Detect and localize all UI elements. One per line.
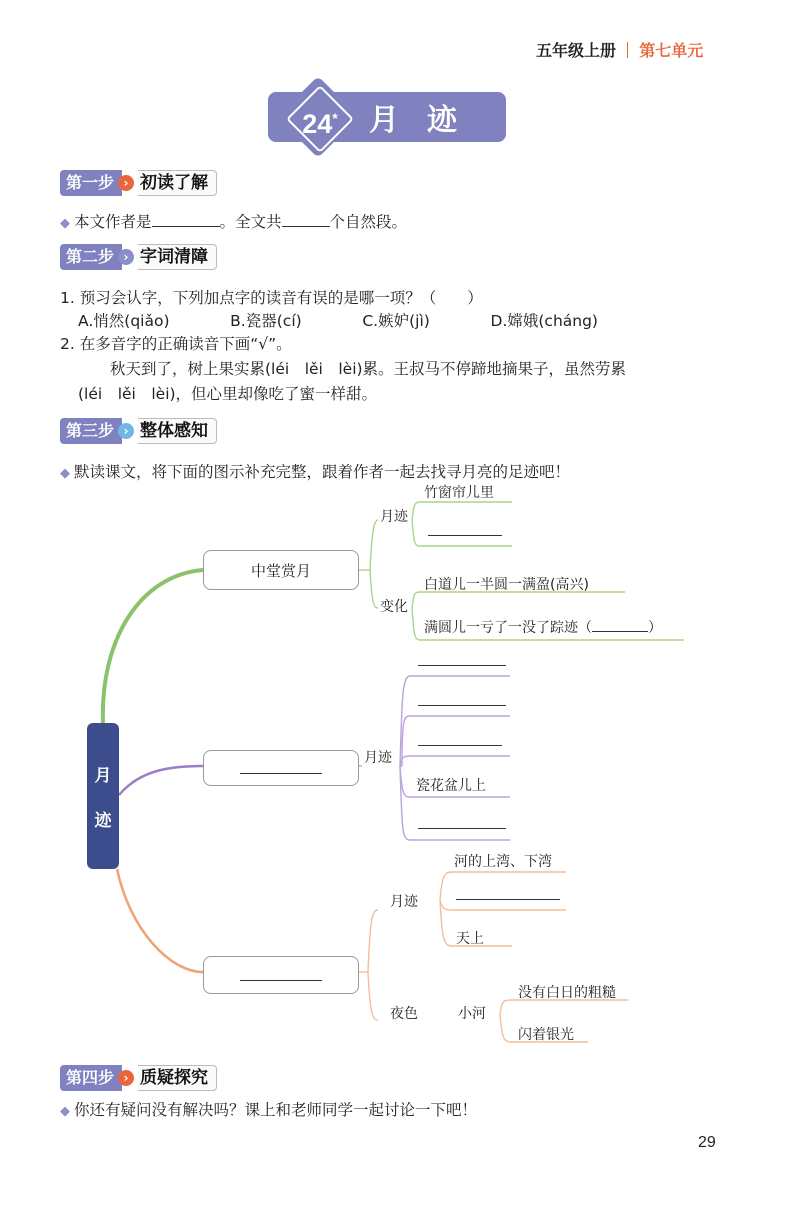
branch-1-box: 中堂赏月 [203,550,359,590]
leaf-blank[interactable] [456,888,560,904]
leaf-porcelain-pot: 瓷花盆儿上 [416,778,486,794]
arrow-icon: › [118,423,134,439]
passage-line-1: 秋天到了，树上果实累(léi lěi lèi)累。王叔马不停蹄地摘果子，虽然劳累 [110,360,627,378]
step-label: 第一步 [60,170,122,196]
branch-3-night-label: 夜色 [390,1006,418,1022]
arrow-icon: › [118,1070,134,1086]
page-number: 29 [698,1134,716,1151]
emotion-blank[interactable] [592,631,648,632]
leaf-bamboo-curtain: 竹窗帘儿里 [424,485,494,501]
leaf-not-rough: 没有白日的粗糙 [518,985,616,1001]
diamond-bullet-icon: ◆ [60,216,70,231]
lesson-title: 月迹 [369,103,485,138]
question-2: 2. 在多音字的正确读音下画“√”。 [60,335,292,353]
step-4-prompt: ◆ 你还有疑问没有解决吗？课上和老师同学一起讨论一下吧！ [60,1101,478,1119]
leaf-blank[interactable] [418,734,502,750]
option-a[interactable]: A.悄然(qiǎo) [78,312,170,330]
step-title: 质疑探究 [138,1065,217,1091]
mindmap-root: 月 迹 [87,723,119,869]
diamond-bullet-icon: ◆ [60,466,70,481]
option-b[interactable]: B.瓷器(cí) [230,312,302,330]
arrow-icon: › [118,175,134,191]
step-1-question: ◆ 本文作者是 。全文共 个自然段。 [60,213,408,231]
leaf-blank[interactable] [418,694,506,710]
branch-2-box[interactable] [203,750,359,786]
step-4-heading [60,1065,217,1091]
arrow-icon: › [118,249,134,265]
step-label: 第三步 [60,418,122,444]
step-3-instruction: ◆ 默读课文，将下面的图示补充完整，跟着作者一起去找寻月亮的足迹吧！ [60,463,571,481]
option-c[interactable]: C.嫉妒(jì) [362,312,430,330]
leaf-full-circle: 满圆儿一亏了一没了踪迹（ ） [424,620,662,636]
branch-3-box[interactable] [203,956,359,994]
leaf-blank[interactable] [418,654,506,670]
leaf-blank[interactable] [428,524,502,540]
leaf-blank[interactable] [418,817,506,833]
step-label: 第二步 [60,244,122,270]
step-title: 字词清障 [138,244,217,270]
leaf-sky: 天上 [456,931,484,947]
branch-1-moon-trace-label: 月迹 [380,509,408,525]
leaf-white-strip: 白道儿一半圆一满盈(高兴) [424,577,589,593]
unit-label: 第七单元 [639,41,704,60]
leaf-river-bends: 河的上湾、下湾 [454,854,552,870]
grade-label: 五年级上册 [536,41,617,60]
branch-2-moon-trace-label: 月迹 [364,750,392,766]
step-label: 第四步 [60,1065,122,1091]
branch-3-river-label: 小河 [458,1006,486,1022]
branch-1-curve [103,570,203,723]
step-title: 整体感知 [138,418,217,444]
step-title: 初读了解 [138,170,217,196]
branch-2-curve [119,766,203,795]
branch-1-change-label: 变化 [380,599,408,615]
passage-line-2: (léi lěi lèi)，但心里却像吃了蜜一样甜。 [78,385,378,403]
leaf-silver-light: 闪着银光 [518,1027,574,1043]
lesson-number: 24* [302,109,338,139]
diamond-bullet-icon: ◆ [60,1104,70,1119]
branch-3-curve [117,869,203,972]
lesson-mark: * [332,110,338,126]
question-1: 1. 预习会认字，下列加点字的读音有误的是哪一项？（ ） [60,289,483,307]
branch-3-moon-trace-label: 月迹 [390,894,418,910]
option-d[interactable]: D.嫦娥(cháng) [490,312,598,330]
